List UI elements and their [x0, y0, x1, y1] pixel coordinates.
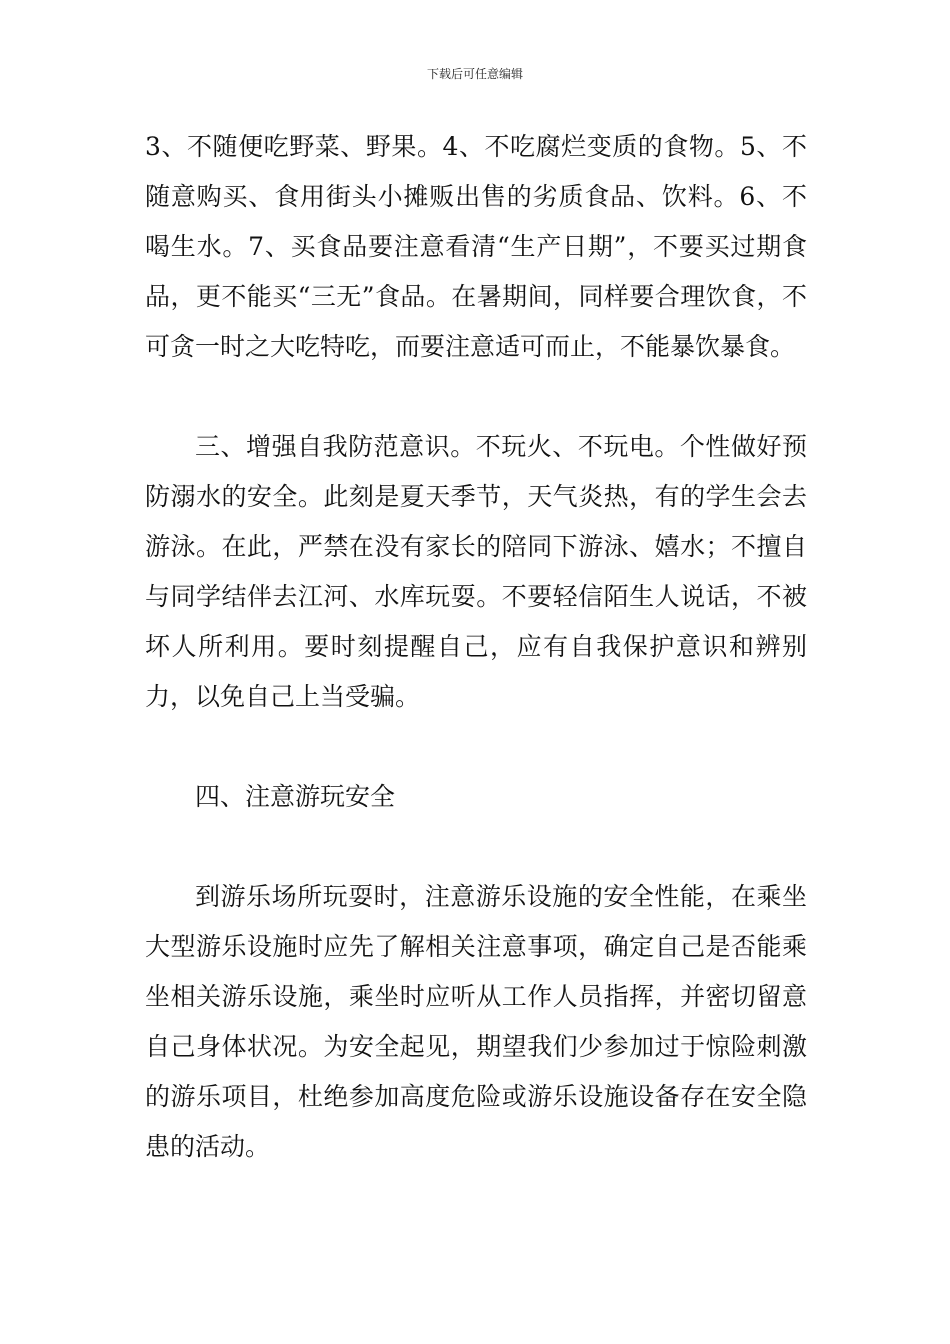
document-body — [145, 122, 807, 1172]
section-heading-play-safety: 四、注意游玩安全 — [195, 782, 396, 811]
paragraph-amusement-park: 到游乐场所玩耍时，注意游乐设施的安全性能，在乘坐大型游乐设施时应先了解相关注意事项，确定自己是否能乘坐相关游乐设施，乘坐时应听从工作人员指挥，并密切留意自己身体状况。为安全起见，期望我们少参加过于惊险刺激的游乐项目，杜绝参加高度危险或游乐设施设备存在安全隐患的活动。 — [145, 882, 807, 1161]
paragraph-self-protection: 三、增强自我防范意识。不玩火、不玩电。个性做好预防溺水的安全。此刻是夏天季节，天气炎热，有的学生会去游泳。在此，严禁在没有家长的陪同下游泳、嬉水；不擅自与同学结伴去江河、水库玩耍。不要轻信陌生人说话，不被坏人所利用。要时刻提醒自己，应有自我保护意识和辨别力，以免自己上当受骗。 — [145, 432, 807, 711]
paragraph-spacer — [145, 822, 807, 872]
paragraph-spacer — [145, 372, 807, 422]
page-header-note: 下载后可任意编辑 — [426, 67, 523, 81]
paragraph-food-safety: 3、不随便吃野菜、野果。4、不吃腐烂变质的食物。5、不随意购买、食用街头小摊贩出售的劣质食品、饮料。6、不喝生水。7、买食品要注意看清“生产日期”，不要买过期食品，更不能买“三无”食品。在暑期间，同样要合理饮食，不可贪一时之大吃特吃，而要注意适可而止，不能暴饮暴食。 — [145, 132, 807, 361]
paragraph-spacer — [145, 722, 807, 772]
